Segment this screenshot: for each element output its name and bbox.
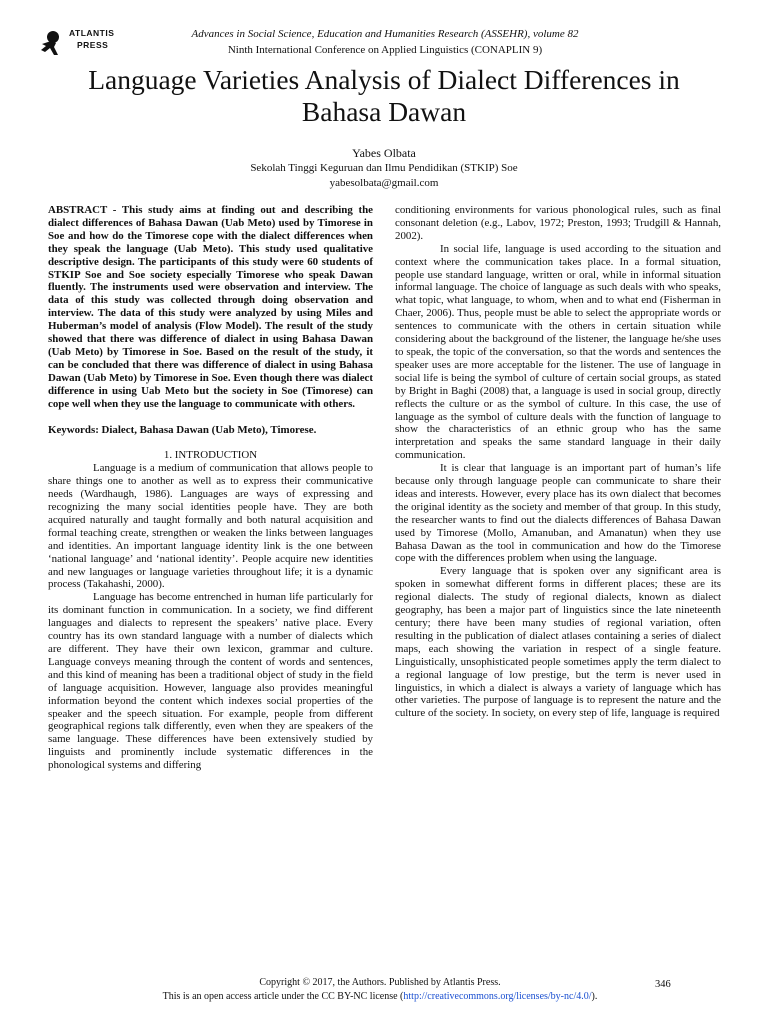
license-prefix: This is an open access article under the CC BY-NC license (: [162, 991, 404, 1002]
abstract: ABSTRACT - This study aims at finding out and describing the dialect differences of Bahasa Dawan (Uab Meto) used by Timorese in Soe and how do the Timorese cope with the dialect differences when they speak the language (Uab Meto). This study used qualitative descriptive design. The participants of this study were 60 students of STKIP Soe and Soe society especially Timorese who speak Dawan fluently. The instruments used were observation and interview. The data of this study was collected through doing observation and interview. The data of this study were analyzed by using Miles and Huberman’s model of analysis (Flow Model). The result of the study showed that there was difference of dialect in using Bahasa Dawan (Uab Meto) by Timorese in Soe. Based on the result of the study, it can be concluded that there was difference of dialect in using Bahasa Dawan (Uab Meto) by Timorese in Soe. Even though there was dialect difference in using Uab Meto but the society in Soe (Timorese) can cope well when they use the language to communicate with others.: [48, 204, 373, 410]
right-column: [395, 204, 721, 720]
atlantis-press-logo: [38, 24, 118, 60]
paragraph: In social life, language is used according to the situation and context where the communication takes place. In a formal situation, people use standard language, written or oral, while in informal situation informal language. The choice of language as such deals with who speaks, what topic, what language, to whom, when and to what end (Fisherman in Chaer, 2006). Thus, people must be able to select the appropriate words or sentences to communicate with the others in certain situation while considering about the background of the listener, the language he/she uses to speak, the topic of the conversation, so that the words and sentences the speaker uses are more acceptable for the listener. The use of language in social life is being the symbol of culture of certain social groups, as stated by Bright in Baghi (2008) that, a language is used in social group, directly reflects the culture or as the symbol of culture. In this case, the use of language as the symbol of culture deals with the function of language to show the characteristics of an ethnic group who has the same interpretation and speaks the same standard language in their daily communication.: [395, 242, 721, 462]
logo-text-atlantis: ATLANTIS: [69, 28, 115, 38]
paragraph: It is clear that language is an important part of human’s life because only through language people can communicate to share their ideas and interests. However, every place has its own dialect that becomes the original identity as the society and member of that group. In this study, the researcher wants to find out the dialects differences of Bahasa Dawan used by Timorese (Mollo, Amanuban, and Amanatun) when they use Bahasa Dawan as the tool in communication and how do the Timorese cope with the differences problem when using the language.: [395, 462, 721, 565]
license-suffix: ).: [591, 991, 598, 1002]
section-heading-introduction: 1. INTRODUCTION: [163, 449, 258, 462]
keywords: Keywords: Dialect, Bahasa Dawan (Uab Meto), Timorese.: [48, 423, 317, 436]
paragraph: Language is a medium of communication that allows people to share things one to another as well as to express their communicative needs (Wardhaugh, 1986). Languages are ways of expressing and recognizing the many social identities people have. They are both acquired naturally and taught formally and both natural acquisition and formal teaching create, strengthen or weaken the links between languages and identities. An important language identity link is the one between ‘national language’ and ‘national identity’. People acquire new identities and new languages or language varieties throughout life; it is a dynamic process (Takahashi, 2000).: [48, 462, 373, 591]
author-affiliation: Sekolah Tinggi Keguruan dan Ilmu Pendidikan (STKIP) Soe: [250, 162, 518, 174]
left-column: [48, 204, 373, 772]
paragraph: conditioning environments for various phonological rules, such as final consonant deletion (e.g., Labov, 1972; Preston, 1993; Trudgill & Hannah, 2002).: [395, 204, 721, 242]
conference-name: Ninth International Conference on Applied Linguistics (CONAPLIN 9): [227, 44, 543, 56]
logo-text-press: PRESS: [77, 40, 109, 50]
license-notice: [100, 991, 660, 1002]
paper-title-line-2: Bahasa Dawan: [301, 96, 467, 127]
license-link[interactable]: http://creativecommons.org/licenses/by-nc/4.0/: [403, 991, 592, 1002]
paragraph: Language has become entrenched in human life particularly for its dominant function in communication. In a society, we find different languages and dialects to represent the speakers’ native place. Every country has its own standard language with a number of dialects which are different. They have their own lexicon, grammar and culture. Language conveys meaning through the content of words and sentences, and this kind of meaning has been a traditional object of study in the field of language acquisition. However, language also provides meaningful information beyond the content which indexes social properties of the speaker and the speech situation. For example, people from different geographical regions talk differently, even when they are speakers of the same language. These differences have been extensively studied by linguists and prominently include systematic differences in the phonological systems and differing: [48, 591, 373, 772]
copyright-notice: Copyright © 2017, the Authors. Published by Atlantis Press.: [259, 977, 501, 988]
paragraph: Every language that is spoken over any significant area is spoken in somewhat different forms in different places; these are its regional dialects. The study of regional dialects, known as dialect geography, has been a major part of linguistics since the late nineteenth century; there have been many studies of regional variation, often resulting in the publication of dialect atlases containing a series of dialect maps, each showing the variation in respect of a single feature. Linguistically, unsophisticated people sometimes apply the term dialect to a regional language of low prestige, but the term is never used in linguistics, in which a dialect is always a variety of language which has other varieties. The purpose of language is to represent the nature and the culture of the society. In society, on every step of life, language is required: [395, 565, 721, 720]
journal-name: Advances in Social Science, Education and Humanities Research (ASSEHR), volume 82: [191, 28, 579, 40]
paper-title: [20, 64, 748, 128]
atlas-figure-icon: [38, 30, 66, 56]
author-email: yabesolbata@gmail.com: [329, 177, 439, 189]
paper-title-line-1: Language Varieties Analysis of Dialect Differences in: [88, 64, 680, 95]
author-name: Yabes Olbata: [352, 146, 416, 160]
page-number: 346: [655, 979, 671, 990]
